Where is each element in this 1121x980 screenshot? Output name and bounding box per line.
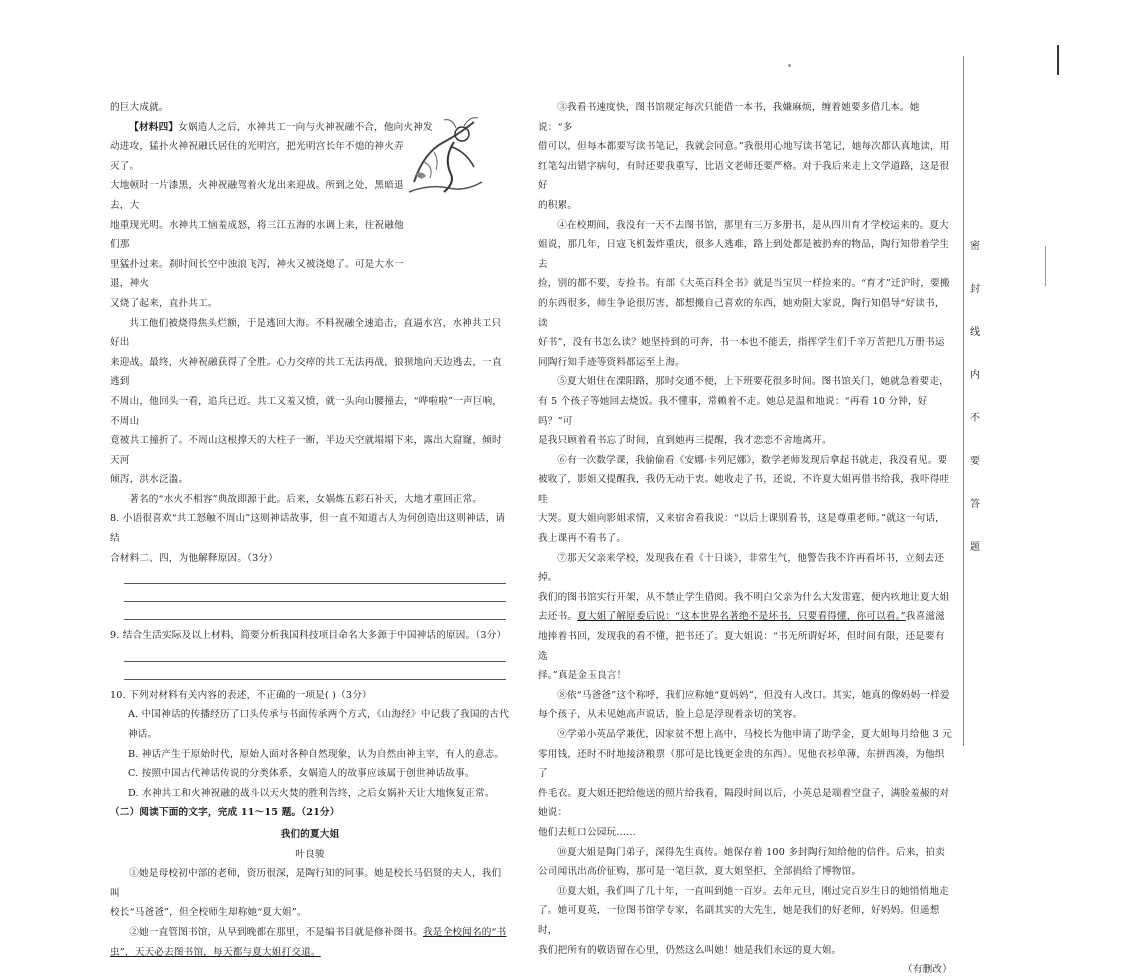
text-line: ④在校期间，我没有一天不去图书馆，那里有三万多册书，是从四川育才学校运来的。夏大 [557,219,949,231]
text-line: ①她是母校初中部的老师，资历很深，是陶行知的同事。她是校长马侣贤的夫人，我们叫 [110,868,502,899]
text-line: ⑤夏大姐住在溧阳路，那时交通不便，上下班要花很多时间。图书馆关门，她就急着要走， [557,376,949,388]
text-line: 地捧着书回，发现我的看不懂，把书还了。夏大姐说：“书无所谓好坏，但时间有限，还是要有选 [538,631,945,662]
text-line: 地重现光明。水神共工恼羞成怒，将三江五海的水调上来，往祝融他们那 [110,219,404,251]
edit-note: （有删改） [903,964,952,976]
answer-line[interactable] [124,604,506,620]
seal-char: 封 [970,284,980,295]
text-line: 他们去虹口公园玩…… [538,826,636,838]
text-line: ⑪夏大姐，我们叫了几十年，一直叫到她一百岁。去年元旦，刚过完百岁生日的她悄悄地走 [557,885,949,897]
text-line: ③我看书速度快，图书馆规定每次只能借一本书，我嫌麻烦，缠着她要多借几本。她说：“多 [538,102,920,133]
text-line: 我们把所有的敬语留在心里，仍然这么叫她！她是我们永远的夏大姐。 [538,944,842,956]
question-9: 9. 结合生活实际及以上材料，简要分析我国科技项目命名大多源于中国神话的原因。（3分） [110,630,507,642]
text-line: ⑦那天父亲来学校，发现我在看《十日谈》，非常生气，他警告我不许再看坏书，立刻去还掉。 [538,552,945,584]
text-line: 的巨大成就。 [110,102,169,113]
question-10: 10. 下列对材料有关内容的表述，不正确的一项是( )（3分） [110,689,372,701]
option-d: D. 水神共工和火神祝融的战斗以天火焚的胜利告终，之后女娲补天让大地恢复正常。 [128,787,495,799]
option-a: A. 中国神话的传播经历了口头传承与书面传承两个方式，《山海经》中记载了我国的古代神话。 [128,709,509,741]
section-heading: （二）阅读下面的文字，完成 11～15 题。（21分） [110,807,340,819]
underlined-text: 夏大姐了解原委后说：“这本世界名著绝不是坏书，只要看得懂，你可以看。” [577,611,906,623]
seal-char: 密 [970,241,980,252]
text-line: 公司闻讯出高价征购，那可是一笔巨款，夏大姐坚拒，全部捐给了博物馆。 [538,866,862,878]
answer-line[interactable] [124,568,506,584]
story-author: 叶良骏 [295,848,325,860]
text-line: 捡，别的都不要，专捡书。有部《大英百科全书》就是当宝贝一样捡来的。“育才”迁沪时，要搬 [538,278,950,290]
text-line: 择。”真是金玉良言！ [538,670,627,682]
text-line: 倾泻，洪水泛滥。 [110,474,189,486]
text-line: 里猛扑过来。刹时间长空中浊浪飞泻，神火又被浇熄了。可是大水一退，神火 [110,258,404,290]
margin-mark-thin [1045,246,1046,286]
text-line: 是我只顾着看书忘了时间，直到她再三提醒，我才恋恋不舍地离开。 [538,435,832,447]
text-line [110,923,510,943]
text-line: 又烧了起来，直扑共工。 [110,297,218,309]
seal-char: 要 [970,456,980,467]
seal-char: 内 [970,370,980,381]
text-line: 著名的“水火不相容”典故即源于此。后来，女娲炼五彩石补天，大地才重回正常。 [129,493,483,505]
scan-speck [788,64,791,67]
text-line: 的积累。 [538,199,578,211]
right-column [538,98,952,980]
option-b: B. 神话产生于原始时代，原始人面对各种自然现象，认为自然由神主宰，有人的意志。 [128,748,505,760]
option-c: C. 按照中国古代神话传说的分类体系，女娲造人的故事应该属于创世神话故事。 [128,768,475,780]
text-line: 有 5 个孩子等她回去烧饭。我不懂事，常赖着不走。她总是温和地说：“再看 10 分钟，好吗？”可 [538,395,928,427]
text-span: ②她一直管图书馆，从早到晚都在那里，不是编书目就是修补图书。 [129,926,423,938]
text-line: 来迎战。最终，火神祝融获得了全胜。心力交瘁的共工无法再战，狼狈地向天边逃去，一直逃到 [110,356,502,388]
text-line: 了。她可夏英，一位图书馆学专家，名副其实的大先生，她是我们的好老师，好妈妈。但遥想时， [538,905,940,936]
text-line: 被收了，影姐又提醒我，我仍无动于衷。她收走了书，还说，不许夏大姐再借书给我，我吓得哇哇 [538,474,950,505]
text-line: ⑧依“马爸爸”这个称呼，我们应称她“夏妈妈”，但没有人改口。其实，她真的像妈妈一样爱 [557,689,950,701]
material4-first-line [110,118,510,138]
underlined-text: 我是全校闻名的“书 [423,926,507,938]
seal-char: 题 [970,542,980,553]
text-line: ⑩夏大姐是陶门弟子，深得先生真传。她保存着 100 多封陶行知给他的信件。后来，拍卖 [557,846,945,858]
text-line: 红笔勾出错字病句，有时还要我重写，比语文老师还要严格。对于我后来走上文学道路，这是很好 [538,160,950,192]
answer-line[interactable] [124,646,506,662]
text-line: 借可以，但每本都要写读书笔记，我就会同意。”我很用心地写读书笔记，她每次都认真地读，用 [538,141,950,153]
left-column [110,98,510,962]
seal-line-notice [968,240,982,584]
text-span: 我喜滋滋 [905,611,945,623]
question-8-cont: 合材料二、四，为他解释原因。（3分） [110,552,278,564]
text-line: 好书”，没有书怎么读？她坚持到的可奔，书一本也不能丢，指挥学生们千辛万苦把几万册书运 [538,337,945,349]
text-span: 去还书。 [538,611,578,623]
material4-label: 【材料四】 [129,121,179,133]
text-line: 竟被共工撞折了。不周山这根撑天的大柱子一断，半边天空就塌塌下来，露出大窟窿，倾时天河 [110,435,502,466]
story-title: 我们的夏大姐 [280,829,340,840]
text-line: 每个孩子，从未见她高声说话，脸上总是浮现着亲切的笑容。 [538,709,803,721]
text-line: 动进攻，猛扑火神祝融氏居住的光明宫，把光明宫长年不熄的神火弄灭了。 [110,141,404,172]
underlined-text: 虫”，天天必去图书馆，每天都与夏大姐打交道。 [110,946,321,958]
text-line: 共工他们被烧得焦头烂额，于是逃回大海。不料祝融全速追击，直逼水宫，水神共工只好出 [110,317,502,349]
text-line: 校长“马爸爸”，但全校师生却称她“夏大姐”。 [110,907,307,919]
text-line: 我们的图书馆实行开架，从不禁止学生借阅。我不明白父亲为什么大发雷霆，便内疚地让夏大姐 [538,591,950,603]
text-line: ⑨学弟小英品学兼优，因家贫不想上高中，马校长为他申请了助学金，夏大姐每月给他 3 元 [557,729,952,740]
text-line: 零用钱，还时不时地接济粮票（那可是比钱更金贵的东西）。见他衣衫单薄，东拼西凑，为他织了 [538,748,945,780]
text-line: 大哭。夏大姐向影姐求情，又来宿舍看我说：“以后上课别看书，这是尊重老师。”就这一句话， [538,513,945,525]
text-line: 同陶行知手迹等资料都运至上海。 [538,356,685,368]
seal-char: 不 [970,413,980,424]
text-line: 的东西很多，师生争论很厉害，都想搬自己喜欢的东西，她劝阻大家说，陶行知倡导“好读书，读 [538,297,945,329]
question-8: 8. 小语很喜欢“共工怒触不周山”这则神话故事，但一直不知道古人为何创造出这则神话，请结 [110,513,506,545]
answer-line[interactable] [124,586,506,602]
text-line: 不周山，他回头一看，追兵已近。共工又羞又愤，就一头向山腰撞去，“哗啦啦”一声巨响，不周山 [110,395,503,427]
text-line: 女娲造人之后，水神共工一向与火神祝融不合，他向火神发 [178,121,433,133]
seal-char: 线 [970,327,980,338]
text-line: 姐说，那几年，日寇飞机轰炸重庆，很多人逃难，路上到处都是被扔弃的物品，陶行知带着学生去 [538,239,950,270]
text-line [110,943,510,963]
answer-line[interactable] [124,664,506,680]
text-line: 件毛衣。夏大姐还把给他送的照片给我看，隔段时间以后，小英总是端着空盘子，满脸羞赧的对她说： [538,787,950,819]
margin-mark [1057,45,1059,75]
margin-line [963,56,964,746]
text-line: 我上课再不看书了。 [538,533,627,545]
seal-char: 答 [970,499,980,510]
text-line: ⑥有一次数学课，我偷偷看《安娜·卡列尼娜》，数学老师发现后拿起书就走，我没看见。要 [557,454,948,466]
text-line [538,607,952,627]
text-line: 大地顿时一片漆黑，火神祝融驾着火龙出来迎战。所到之处，黑暗退去，大 [110,180,404,211]
